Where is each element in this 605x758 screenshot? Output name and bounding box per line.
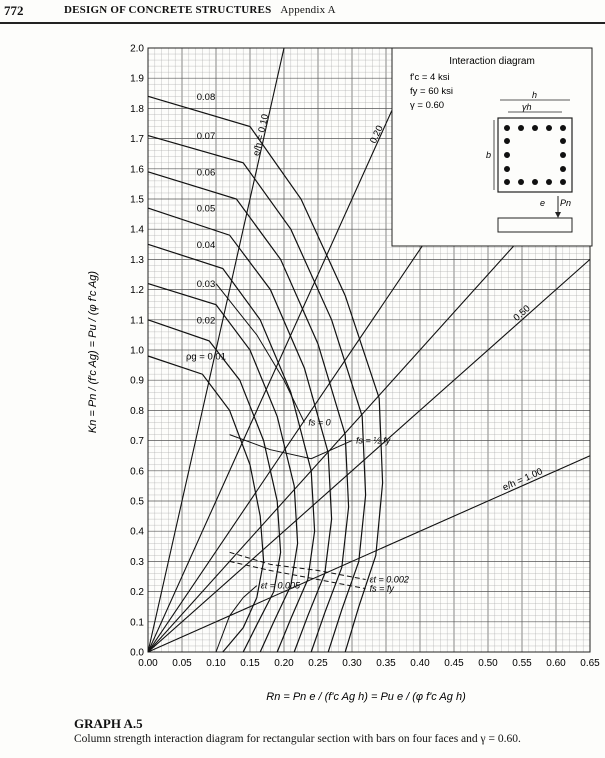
strain-lines	[216, 284, 409, 652]
y-tick-label: 0.0	[130, 647, 144, 659]
strain-label: fs = ½ fy	[356, 435, 391, 446]
sketch-e-label: e	[540, 198, 546, 208]
legend-box	[392, 48, 592, 246]
interaction-curve	[148, 356, 264, 652]
y-tick-label: 1.7	[130, 134, 144, 146]
curve-label: 0.06	[196, 167, 216, 179]
x-tick-label: 0.10	[206, 658, 226, 669]
eccentricity-label: 0.20	[368, 123, 386, 146]
curve-label: 0.03	[196, 279, 216, 291]
y-tick-label: 1.4	[130, 224, 144, 236]
x-tick-label: 0.05	[172, 658, 192, 669]
strain-label: fs = fy	[369, 583, 394, 594]
x-tick-label: 0.00	[138, 658, 158, 669]
legend-line-gamma: γ = 0.60	[410, 100, 445, 111]
strain-label: εt = 0.005	[260, 580, 301, 591]
y-tick-label: 1.0	[130, 345, 144, 357]
y-tick-label: 2.0	[130, 43, 144, 55]
graph-title: GRAPH A.5	[74, 716, 143, 731]
rebar-dot	[504, 166, 510, 172]
rebar-dot	[518, 179, 524, 185]
y-tick-label: 0.1	[130, 617, 144, 629]
y-tick-label: 0.2	[130, 587, 144, 599]
legend-line-fc: f'c = 4 ksi	[410, 72, 450, 83]
graph-caption: Column strength interaction diagram for rectangular section with bars on four faces and γ = 0.60.	[74, 733, 521, 745]
legend-line-fy: fy = 60 ksi	[410, 86, 454, 97]
y-tick-label: 0.7	[130, 436, 144, 448]
y-tick-label: 1.6	[130, 164, 144, 176]
rebar-dot	[518, 125, 524, 131]
rebar-dot	[504, 152, 510, 158]
y-tick-label: 0.3	[130, 556, 144, 568]
curve-label: 0.04	[196, 239, 216, 251]
rebar-dot	[546, 125, 552, 131]
x-tick-label: 0.55	[512, 658, 532, 669]
eccentricity-label: e/h = 1.00	[501, 466, 545, 494]
x-tick-label: 0.30	[342, 658, 362, 669]
x-tick-label: 0.35	[376, 658, 396, 669]
y-tick-label: 1.9	[130, 73, 144, 85]
rebar-dot	[546, 179, 552, 185]
rebar-dot	[560, 152, 566, 158]
sketch-h-label: h	[532, 90, 538, 100]
x-tick-label: 0.20	[274, 658, 294, 669]
x-tick-label: 0.45	[444, 658, 464, 669]
interaction-curves	[148, 92, 383, 652]
curve-label: ρg = 0.01	[185, 351, 227, 363]
y-tick-label: 1.8	[130, 103, 144, 115]
eccentricity-label: e/h = 0.10	[251, 113, 272, 158]
y-tick-label: 0.4	[130, 526, 144, 538]
x-tick-label: 0.50	[478, 658, 498, 669]
eccentricity-label: 0.50	[511, 303, 533, 324]
y-tick-label: 1.3	[130, 254, 144, 266]
curve-label: 0.08	[196, 91, 216, 103]
x-tick-label: 0.25	[308, 658, 328, 669]
y-tick-label: 0.9	[130, 375, 144, 387]
strain-label: εt = 0.002	[369, 574, 409, 585]
curve-label: 0.05	[196, 203, 216, 215]
sketch-pn-label: Pn	[560, 198, 572, 208]
interaction-curve	[148, 244, 315, 652]
y-tick-label: 1.1	[130, 315, 144, 327]
rebar-dot	[560, 179, 566, 185]
x-tick-label: 0.65	[580, 658, 600, 669]
x-tick-label: 0.15	[240, 658, 260, 669]
sketch-b-label: b	[486, 150, 492, 160]
y-tick-label: 0.8	[130, 405, 144, 417]
y-tick-label: 0.5	[130, 496, 144, 508]
x-tick-label: 0.40	[410, 658, 430, 669]
rebar-dot	[504, 179, 510, 185]
legend-title: Interaction diagram	[449, 56, 535, 67]
page-number: 772	[4, 3, 24, 18]
rebar-dot	[504, 138, 510, 144]
rebar-dot	[560, 125, 566, 131]
sketch-gamma-h-label: γh	[522, 102, 532, 112]
book-title-text: DESIGN OF CONCRETE STRUCTURES	[64, 4, 272, 16]
rebar-dot	[504, 125, 510, 131]
curve-label: 0.02	[196, 315, 216, 327]
y-tick-label: 0.6	[130, 466, 144, 478]
x-axis-label: Rn = Pn e / (f'c Ag h) = Pu e / (φ f'c Ag h)	[266, 691, 466, 703]
rebar-dot	[532, 179, 538, 185]
rebar-dot	[560, 138, 566, 144]
curve-label: 0.07	[196, 131, 216, 143]
strain-label: fs = 0	[308, 417, 331, 428]
y-axis-label: Kn = Pn / (f'c Ag) = Pu / (φ f'c Ag)	[87, 270, 99, 434]
rebar-dot	[560, 166, 566, 172]
x-tick-label: 0.60	[546, 658, 566, 669]
y-tick-label: 1.2	[130, 285, 144, 297]
appendix-label: Appendix A	[280, 4, 336, 16]
rebar-dot	[532, 125, 538, 131]
y-tick-label: 1.5	[130, 194, 144, 206]
